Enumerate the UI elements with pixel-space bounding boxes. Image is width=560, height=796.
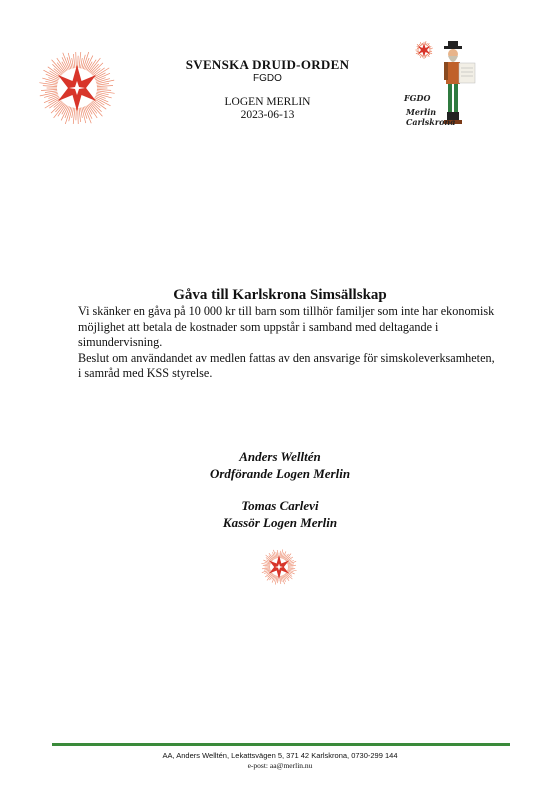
signature-2-name: Tomas Carlevi — [241, 498, 319, 513]
org-name: SVENSKA DRUID-ORDEN — [185, 57, 350, 72]
logo-text-carlskrona: Carlskrona — [406, 117, 456, 127]
logo-text-merlin: Merlin — [406, 107, 437, 117]
footer-email: e-post: aa@merlin.nu — [247, 761, 313, 770]
footer-address: AA, Anders Welltén, Lekattsvägen 5, 371 42 Karlskrona, 0730-299 144 — [162, 751, 398, 760]
body-paragraph-2: Beslut om användandet av medlen fattas av den ansvarige för simskoleverksamheten, i samråd med KSS styrelse. — [78, 350, 495, 380]
document-date: 2023-06-13 — [240, 109, 295, 121]
signature-1-name: Anders Welltén — [239, 449, 321, 464]
document-title: Gåva till Karlskrona Simsällskap — [173, 287, 387, 303]
logo-text-fgdo: FGDO — [404, 93, 431, 103]
star-emblem-icon — [252, 548, 306, 586]
signature-2-role: Kassör Logen Merlin — [222, 515, 338, 530]
footer-divider — [52, 743, 510, 746]
star-logo-icon — [28, 52, 126, 124]
signature-1-role: Ordförande Logen Merlin — [209, 466, 351, 481]
org-abbreviation: FGDO — [253, 73, 282, 84]
body-paragraph-1: Vi skänker en gåva på 10 000 kr till barn som tillhör familjer som inte har ekonomisk möjlighet att betala de kostnader som uppstår i samband med deltagande i simundervisning. — [78, 304, 495, 349]
merlin-logo — [404, 38, 484, 134]
lodge-name: LOGEN MERLIN — [224, 96, 311, 108]
document-body — [78, 304, 498, 382]
